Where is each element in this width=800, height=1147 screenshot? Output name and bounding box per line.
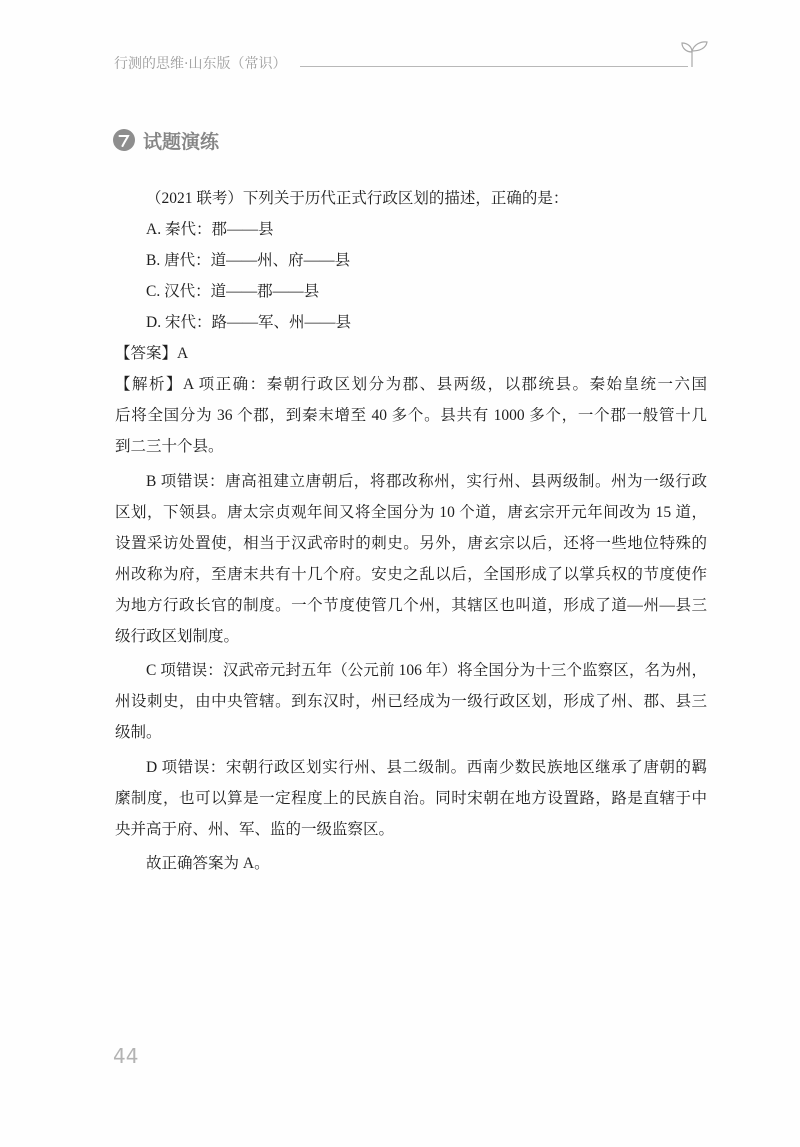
question-body bbox=[115, 183, 707, 879]
analysis-line: 区划，下领县。唐太宗贞观年间又将全国分为 10 个道，唐玄宗开元年间改为 15 道， bbox=[115, 503, 707, 521]
option-d: D. 宋代：路——军、州——县 bbox=[146, 314, 351, 331]
analysis-line: 央并高于府、州、军、监的一级监察区。 bbox=[115, 820, 395, 838]
option-c: C. 汉代：道——郡——县 bbox=[146, 283, 320, 300]
analysis-line: C 项错误：汉武帝元封五年（公元前 106 年）将全国分为十三个监察区，名为州， bbox=[146, 662, 707, 679]
section-number-icon bbox=[112, 128, 136, 152]
conclusion-line: 故正确答案为 A。 bbox=[146, 855, 270, 872]
analysis-paragraph-b bbox=[115, 466, 707, 652]
analysis-line: D 项错误：宋朝行政区划实行州、县二级制。西南少数民族地区继承了唐朝的羁 bbox=[146, 758, 707, 776]
analysis-line: 级行政区划制度。 bbox=[115, 627, 240, 645]
page-number: 44 bbox=[113, 1044, 139, 1068]
analysis-line: 州改称为府，至唐末共有十几个府。安史之乱以后，全国形成了以掌兵权的节度使作 bbox=[115, 565, 707, 583]
analysis-line: 级制。 bbox=[115, 724, 162, 741]
analysis-line: 【解析】A 项正确：秦朝行政区划分为郡、县两级，以郡统县。秦始皇统一六国 bbox=[115, 376, 707, 393]
section-title: 试题演练 bbox=[143, 131, 220, 153]
running-header-title: 行测的思维·山东版（常识） bbox=[114, 56, 287, 72]
option-a: A. 秦代：郡——县 bbox=[146, 221, 274, 238]
analysis-line: B 项错误：唐高祖建立唐朝后，将郡改称州，实行州、县两级制。州为一级行政 bbox=[146, 472, 707, 490]
answer-label: 【答案】 bbox=[115, 345, 178, 362]
analysis-paragraph-a bbox=[115, 369, 707, 462]
analysis-line: 到二三十个县。 bbox=[115, 438, 224, 455]
analysis-line: 后将全国分为 36 个郡，到秦末增至 40 多个。县共有 1000 多个，一个郡一般管十几 bbox=[115, 407, 707, 424]
answer-line bbox=[115, 338, 707, 369]
sprout-icon bbox=[680, 38, 712, 68]
answer-value: A bbox=[177, 345, 189, 362]
analysis-paragraph-c bbox=[115, 655, 707, 748]
option-b: B. 唐代：道——州、府——县 bbox=[146, 252, 351, 269]
conclusion-paragraph bbox=[115, 848, 707, 879]
analysis-line: 縻制度，也可以算是一定程度上的民族自治。同时宋朝在地方设置路，路是直辖于中 bbox=[115, 789, 707, 807]
analysis-paragraph-d bbox=[115, 752, 707, 845]
analysis-line: 州设刺史，由中央管辖。到东汉时，州已经成为一级行政区划，形成了州、郡、县三 bbox=[115, 693, 707, 710]
header-rule bbox=[300, 66, 688, 67]
question-stem: （2021 联考）下列关于历代正式行政区划的描述，正确的是： bbox=[146, 190, 569, 207]
analysis-line: 设置采访处置使，相当于汉武帝时的刺史。另外，唐玄宗以后，还将一些地位特殊的 bbox=[115, 534, 707, 552]
analysis-line: 为地方行政长官的制度。一个节度使管几个州，其辖区也叫道，形成了道—州—县三 bbox=[115, 596, 707, 614]
